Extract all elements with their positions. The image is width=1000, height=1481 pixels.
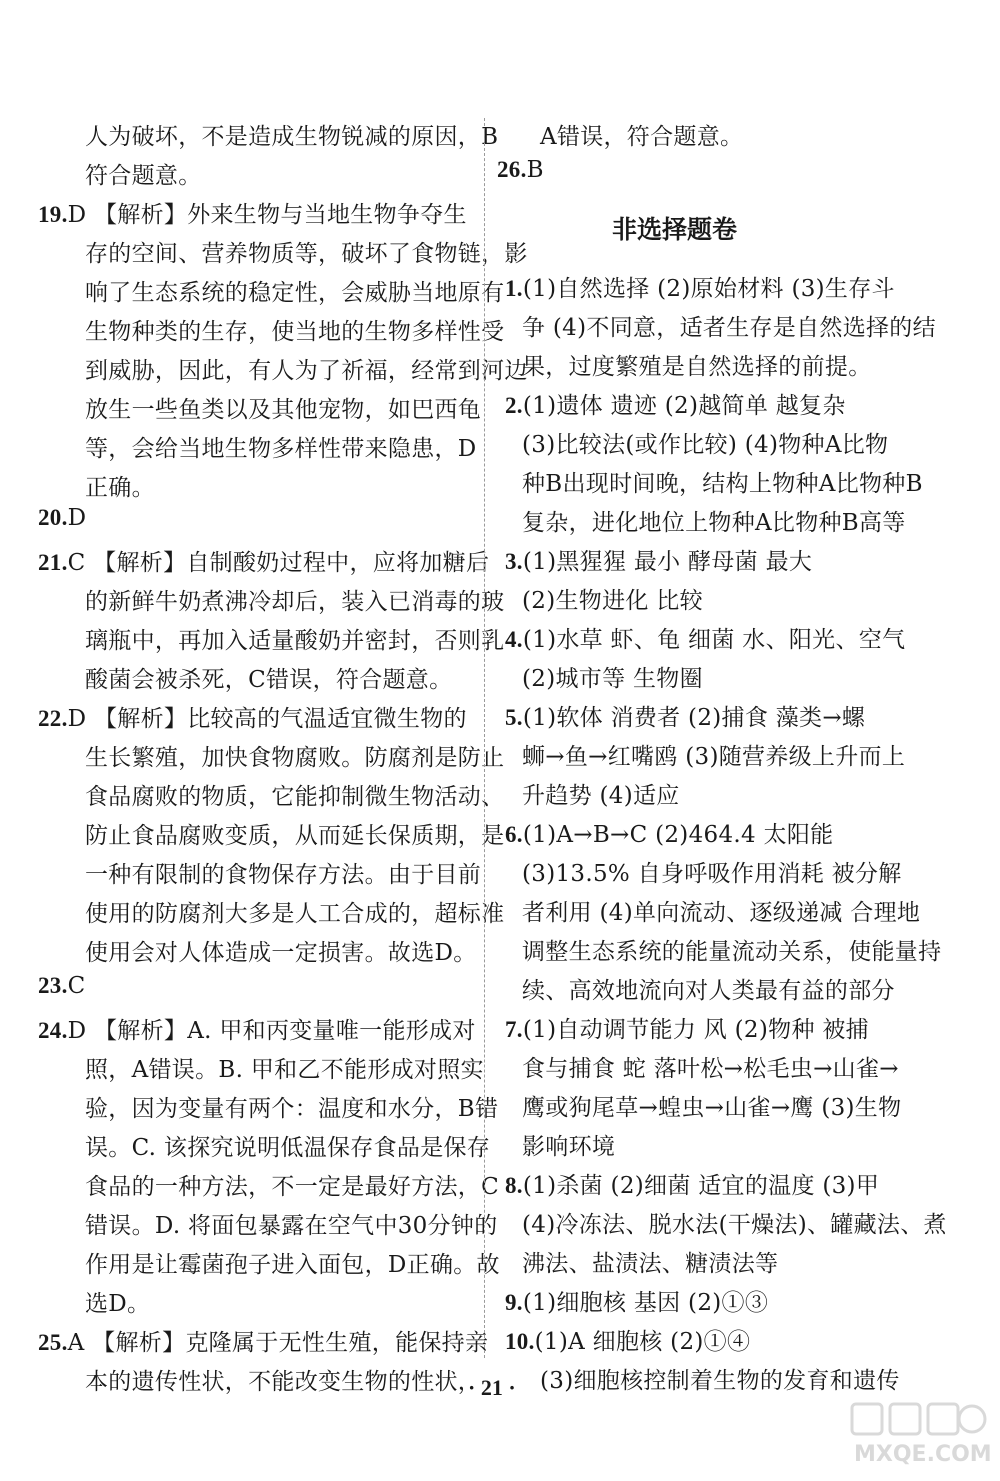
answer-line [38, 196, 467, 229]
answer-text: (1)细胞核 基因 (2)①③ [522, 1290, 769, 1316]
answer-line [505, 621, 905, 654]
answer-line [85, 1090, 498, 1123]
watermark-url: MXQE.COM [854, 1442, 992, 1467]
answer-line [85, 157, 202, 190]
answer-text: (3)13.5% 自身呼吸作用消耗 被分解 [522, 861, 902, 887]
answer-line [85, 391, 481, 424]
answer-text: A 【解析】克隆属于无性生殖，能保持亲 [67, 1330, 489, 1356]
answer-line [85, 118, 498, 151]
question-number: 2. [505, 393, 523, 418]
answer-line [85, 469, 155, 502]
answer-line [85, 895, 504, 928]
answer-line [522, 933, 941, 966]
answer-line [505, 270, 895, 303]
answer-line [85, 622, 504, 655]
answer-text: 防止食品腐败变质，从而延长保质期，是 [85, 823, 505, 849]
question-number: 5. [505, 705, 523, 730]
answer-text: 鹰或狗尾草→蝗虫→山雀→鹰 (3)生物 [522, 1095, 902, 1121]
question-number: 6. [505, 822, 523, 847]
answer-text: 食品的一种方法，不一定是最好方法，C [85, 1174, 499, 1200]
answer-line [522, 1050, 899, 1083]
answer-line [505, 1167, 879, 1200]
answer-line [522, 1128, 615, 1161]
question-number: 19. [38, 202, 68, 227]
answer-text: 响了生态系统的稳定性，会威胁当地原有 [85, 280, 505, 306]
answer-text: 作用是让霉菌孢子进入面包，D正确。故 [85, 1252, 500, 1278]
question-number: 8. [505, 1173, 523, 1198]
question-number: 22. [38, 706, 68, 731]
answer-text: (1)黑猩猩 最小 酵母菌 最大 [522, 549, 813, 575]
answer-line [522, 855, 902, 888]
answer-line [505, 699, 865, 732]
watermark-logo [848, 1398, 992, 1474]
answer-text: (3)细胞核控制着生物的发育和遗传 [540, 1368, 900, 1394]
answer-text: 影响环境 [522, 1134, 616, 1160]
answer-text: 种B出现时间晚，结构上物种A比物种B [522, 471, 923, 497]
question-number: 23. [38, 973, 68, 998]
answer-line [85, 313, 504, 346]
answer-line [505, 543, 812, 576]
answer-line [85, 778, 504, 811]
answer-text: D 【解析】比较高的气温适宜微生物的 [67, 706, 467, 732]
answer-text: 选D。 [85, 1291, 151, 1317]
answer-text: 一种有限制的食物保存方法。由于目前 [85, 862, 482, 888]
answer-line [522, 582, 703, 615]
question-number: 4. [505, 627, 523, 652]
answer-text: 放生一些鱼类以及其他宠物，如巴西龟 [85, 397, 482, 423]
question-number: 9. [505, 1290, 523, 1315]
answer-text: 食品腐败的物质，它能抑制微生物活动、 [85, 784, 505, 810]
answer-line [505, 1323, 750, 1356]
answer-line [85, 934, 477, 967]
column-divider [484, 118, 485, 1358]
answer-text: (1)自然选择 (2)原始材料 (3)生存斗 [522, 276, 895, 302]
question-number: 7. [505, 1017, 523, 1042]
answer-text: (1)水草 虾、龟 细菌 水、阳光、空气 [522, 627, 906, 653]
answer-text: 争 (4)不同意，适者生存是自然选择的结 [522, 315, 936, 341]
answer-text: (1)A→B→C (2)464.4 太阳能 [522, 822, 834, 848]
answer-line [522, 1245, 778, 1278]
section-title: 非选择题卷 [612, 215, 738, 244]
answer-text: C [67, 973, 86, 999]
answer-text: 错误。D. 将面包暴露在空气中30分钟的 [85, 1213, 498, 1239]
answer-line [85, 352, 528, 385]
answer-line [522, 894, 920, 927]
answer-text: 使用的防腐剂大多是人工合成的，超标准 [85, 901, 505, 927]
answer-line [38, 973, 86, 999]
question-number: 20. [38, 505, 68, 530]
answer-line [85, 1168, 499, 1201]
answer-text: 者利用 (4)单向流动、逐级递减 合理地 [522, 900, 921, 926]
answer-line [522, 972, 895, 1005]
answer-text: 存的空间、营养物质等，破坏了食物链，影 [85, 241, 528, 267]
answer-text: A错误，符合题意。 [540, 124, 744, 150]
answer-line [522, 738, 905, 771]
answer-text: (2)生物进化 比较 [522, 588, 703, 614]
answer-line [85, 274, 504, 307]
answer-text: 沸法、盐渍法、糖渍法等 [522, 1251, 779, 1277]
answer-line [85, 1207, 498, 1240]
question-number: 3. [505, 549, 523, 574]
answer-text: 复杂，进化地位上物种A比物种B高等 [522, 510, 906, 536]
answer-line [522, 1206, 947, 1239]
answer-text: (2)城市等 生物圈 [522, 666, 703, 692]
answer-line [522, 1089, 901, 1122]
answer-text: 生长繁殖，加快食物腐败。防腐剂是防止 [85, 745, 505, 771]
answer-line [85, 661, 452, 694]
page-number: · 21 · [468, 1375, 516, 1400]
answer-line [522, 465, 923, 498]
answer-text: 的新鲜牛奶煮沸冷却后，装入已消毒的玻 [85, 589, 505, 615]
answer-line [85, 739, 504, 772]
answer-text: (1)杀菌 (2)细菌 适宜的温度 (3)甲 [522, 1173, 880, 1199]
answer-text: 照，A错误。B. 甲和乙不能形成对照实 [85, 1057, 484, 1083]
answer-text: 使用会对人体造成一定损害。故选D。 [85, 940, 477, 966]
answer-line [38, 505, 86, 531]
answer-line [38, 1012, 476, 1045]
watermark-icon [848, 1398, 988, 1446]
answer-text: 酸菌会被杀死，C错误，符合题意。 [85, 667, 453, 693]
answer-text: (1)软体 消费者 (2)捕食 藻类→螺 [522, 705, 866, 731]
answer-line [522, 309, 936, 342]
question-number: 24. [38, 1018, 68, 1043]
answer-line [505, 816, 833, 849]
answer-line [85, 235, 528, 268]
answer-line [522, 777, 680, 810]
answer-line [85, 1246, 500, 1279]
answer-text: 升趋势 (4)适应 [522, 783, 680, 809]
answer-line [505, 1284, 768, 1317]
answer-line [85, 1129, 490, 1162]
answer-text: C 【解析】自制酸奶过程中，应将加糖后 [67, 550, 490, 576]
answer-text: B [526, 157, 544, 183]
answer-text: (3)比较法(或作比较) (4)物种A比物 [522, 432, 889, 458]
answer-text: 璃瓶中，再加入适量酸奶并密封，否则乳 [85, 628, 505, 654]
answer-line [38, 700, 467, 733]
answer-text: 果，过度繁殖是自然选择的前提。 [522, 354, 872, 380]
answer-text: 误。C. 该探究说明低温保存食品是保存 [85, 1135, 491, 1161]
answer-text: 续、高效地流向对人类最有益的部分 [522, 978, 895, 1004]
answer-line [540, 118, 743, 151]
answer-line [522, 660, 703, 693]
answer-line [497, 157, 544, 183]
answer-line [505, 1011, 869, 1044]
question-number: 1. [505, 276, 523, 301]
answer-line [85, 1285, 150, 1318]
answer-line [85, 1363, 481, 1396]
answer-line [505, 387, 846, 420]
answer-line [85, 1051, 484, 1084]
answer-text: 等，会给当地生物多样性带来隐患，D [85, 436, 477, 462]
answer-line [540, 1362, 900, 1395]
answer-line [522, 504, 906, 537]
answer-text: 到威胁，因此，有人为了祈福，经常到河边 [85, 358, 528, 384]
answer-line [38, 544, 489, 577]
answer-text: 人为破坏，不是造成生物锐减的原因，B [85, 124, 499, 150]
answer-text: 正确。 [85, 475, 155, 501]
answer-line [85, 817, 504, 850]
question-number: 10. [505, 1329, 535, 1354]
answer-text: D [67, 505, 87, 531]
answer-text: 调整生态系统的能量流动关系，使能量持 [522, 939, 942, 965]
answer-text: 符合题意。 [85, 163, 202, 189]
answer-text: D 【解析】外来生物与当地生物争夺生 [67, 202, 467, 228]
answer-line [522, 348, 872, 381]
answer-text: 食与捕食 蛇 落叶松→松毛虫→山雀→ [522, 1056, 899, 1082]
answer-text: (1)A 细胞核 (2)①④ [534, 1329, 751, 1355]
answer-text: 本的遗传性状，不能改变生物的性状， [85, 1369, 482, 1395]
answer-line [522, 426, 888, 459]
question-number: 26. [497, 157, 527, 182]
answer-text: 蛳→鱼→红嘴鸥 (3)随营养级上升而上 [522, 744, 906, 770]
answer-line [85, 856, 481, 889]
answer-line [85, 430, 477, 463]
answer-line [38, 1324, 488, 1357]
answer-text: (4)冷冻法、脱水法(干燥法)、罐藏法、煮 [522, 1212, 947, 1238]
answer-text: (1)遗体 遗迹 (2)越简单 越复杂 [522, 393, 846, 419]
answer-line [85, 583, 504, 616]
answer-text: 验，因为变量有两个：温度和水分，B错 [85, 1096, 499, 1122]
answer-text: (1)自动调节能力 风 (2)物种 被捕 [522, 1017, 869, 1043]
answer-text: D 【解析】A. 甲和丙变量唯一能形成对 [67, 1018, 476, 1044]
question-number: 21. [38, 550, 68, 575]
question-number: 25. [38, 1330, 68, 1355]
answer-text: 生物种类的生存，使当地的生物多样性受 [85, 319, 505, 345]
